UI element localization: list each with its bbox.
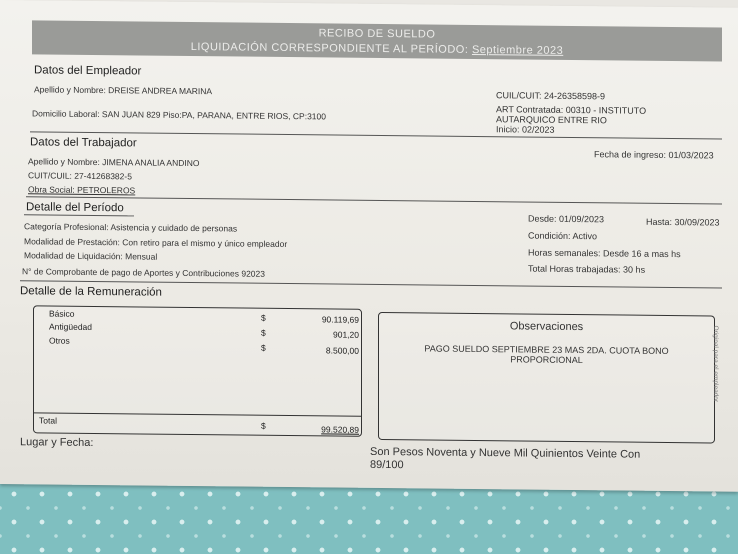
remuneration-amount: 90.119,69 [321, 314, 359, 325]
receipt-header [32, 20, 722, 61]
currency-sign: $ [261, 342, 266, 353]
period-condition: Condición: Activo [528, 230, 598, 242]
employer-address: Domicilio Laboral: SAN JUAN 829 Piso:PA, PARANA, ENTRE RIOS, CP:3100 [32, 108, 326, 122]
amount-in-words: Son Pesos Noventa y Nueve Mil Quinientos Veinte Con [370, 445, 641, 461]
worker-social: Obra Social: PETROLEROS [28, 184, 136, 196]
currency-sign: $ [261, 312, 266, 323]
remuneration-label: Básico [49, 308, 75, 319]
receipt-title: RECIBO DE SUELDO [318, 27, 436, 41]
employer-section-title: Datos del Empleador [34, 64, 142, 78]
period-modality: Modalidad de Prestación: Con retiro para el mismo y único empleador [24, 236, 288, 250]
period-category: Categoría Profesional: Asistencia y cuidado de personas [24, 221, 238, 234]
observations-title: Observaciones [509, 320, 584, 334]
period-liquidation: Modalidad de Liquidación: Mensual [24, 250, 158, 262]
remuneration-section-title: Detalle de la Remuneración [20, 285, 162, 299]
table-surface [0, 480, 738, 554]
divider [26, 196, 722, 204]
observations-box [378, 312, 715, 444]
period-to: Hasta: 30/09/2023 [646, 216, 720, 228]
employer-cuit: CUIL/CUIT: 24-26358598-9 [496, 90, 606, 102]
currency-sign: $ [261, 327, 266, 338]
place-date-label: Lugar y Fecha: [20, 436, 94, 449]
copy-note: Original para el empleador [712, 325, 719, 403]
remuneration-label: Antigüedad [49, 321, 93, 332]
period-prefix: LIQUIDACIÓN CORRESPONDIENTE AL PERÍODO: [190, 40, 469, 56]
employer-art-line1: ART Contratada: 00310 - INSTITUTO [496, 104, 647, 116]
total-amount: 99.520,89 [321, 424, 359, 435]
period-section-title: Detalle del Período [26, 201, 124, 215]
period-voucher: N° de Comprobante de pago de Aportes y Contribuciones 92023 [22, 266, 265, 279]
worker-hire-date: Fecha de ingreso: 01/03/2023 [594, 149, 714, 161]
employer-art-line2: AUTARQUICO ENTRE RIO [496, 114, 607, 126]
divider [24, 214, 134, 216]
employer-art-line3: Inicio: 02/2023 [496, 124, 555, 135]
period-from: Desde: 01/09/2023 [528, 213, 605, 225]
total-currency: $ [261, 420, 266, 431]
observations-text: PAGO SUELDO SEPTIEMBRE 23 MAS 2DA. CUOTA BONO PROPORCIONAL [424, 343, 669, 366]
period-value: Septiembre 2023 [471, 43, 564, 57]
remuneration-table [33, 305, 362, 436]
worker-name: Apellido y Nombre: JIMENA ANALIA ANDINO [28, 156, 200, 169]
period-weekly-hours: Horas semanales: Desde 16 a mas hs [528, 247, 681, 260]
amount-in-words-cents: 89/100 [370, 458, 404, 472]
remuneration-amount: 8.500,00 [325, 345, 359, 356]
remuneration-label: Otros [49, 335, 70, 346]
worker-cuil: CUIT/CUIL: 27-41268382-5 [28, 170, 132, 182]
period-total-hours: Total Horas trabajadas: 30 hs [528, 263, 646, 275]
total-label: Total [39, 415, 57, 426]
remuneration-amount: 901,20 [333, 329, 359, 340]
total-divider [34, 412, 361, 416]
employer-name: Apellido y Nombre: DREISE ANDREA MARINA [34, 84, 213, 97]
worker-section-title: Datos del Trabajador [30, 136, 137, 150]
